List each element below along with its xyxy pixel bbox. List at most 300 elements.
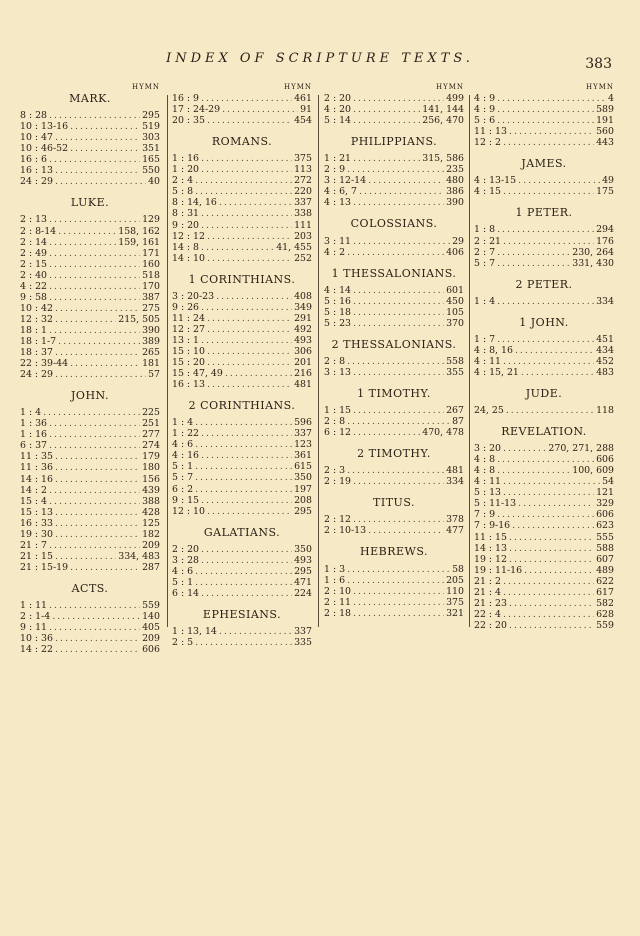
scripture-reference: 5 : 6 — [474, 115, 496, 127]
scripture-reference: 8 : 31 — [172, 208, 200, 220]
hymn-number: 338 — [294, 208, 312, 220]
scripture-reference: 1 : 4 — [20, 407, 42, 419]
leader-dots — [368, 175, 444, 186]
leader-dots — [55, 176, 146, 187]
leader-dots — [497, 465, 570, 476]
index-entry — [20, 121, 160, 132]
scripture-reference: 2 : 13 — [20, 214, 48, 226]
leader-dots — [201, 220, 292, 231]
scripture-reference: 24 : 29 — [20, 176, 53, 188]
scripture-reference: 5 : 1 — [172, 576, 194, 588]
scripture-reference: 11 : 13 — [474, 126, 507, 138]
leader-dots — [207, 231, 292, 242]
scripture-reference: 4 : 6, 7 — [324, 186, 357, 198]
scripture-reference: 1 : 20 — [172, 164, 200, 176]
index-entry — [474, 104, 614, 115]
hymn-number: 179 — [142, 451, 160, 463]
hymn-number: 337 — [294, 428, 312, 440]
book-heading: 2 TIMOTHY. — [357, 447, 431, 461]
scripture-reference: 16 : 6 — [20, 154, 48, 166]
index-entry — [324, 153, 464, 164]
index-entry — [172, 93, 312, 104]
index-entry — [474, 115, 614, 126]
hymn-number: 29 — [452, 235, 464, 247]
hymn-number: 428 — [142, 506, 160, 518]
leader-dots — [55, 369, 146, 380]
book-heading: ROMANS. — [211, 135, 273, 149]
index-entry — [474, 258, 614, 269]
scripture-reference: 15 : 47, 49 — [172, 368, 223, 380]
scripture-reference: 2 : 11 — [324, 596, 352, 608]
scripture-reference: 2 : 8 — [324, 355, 346, 367]
leader-dots — [497, 296, 594, 307]
hymn-number: 303 — [142, 132, 160, 144]
index-entry — [20, 336, 160, 347]
leader-dots — [219, 197, 292, 208]
index-entry — [172, 495, 312, 506]
hymn-number: 623 — [596, 520, 614, 532]
leader-dots — [195, 417, 292, 428]
index-entry — [474, 454, 614, 465]
leader-dots — [497, 509, 594, 520]
index-entry — [20, 451, 160, 462]
index-entry — [20, 622, 160, 633]
index-entry — [20, 110, 160, 121]
book-heading: REVELATION. — [501, 425, 587, 439]
index-entry — [20, 154, 160, 165]
index-entry — [474, 356, 614, 367]
index-entry — [474, 175, 614, 186]
scripture-reference: 3 : 13 — [324, 366, 352, 378]
hymn-number: 175 — [596, 186, 614, 198]
index-entry — [474, 598, 614, 609]
index-entry — [172, 368, 312, 379]
leader-dots — [353, 307, 444, 318]
hymn-number: 406 — [446, 246, 464, 258]
hymn-number: 287 — [142, 561, 160, 573]
scripture-reference: 11 : 36 — [20, 462, 53, 474]
leader-dots — [58, 336, 140, 347]
leader-dots — [347, 575, 444, 586]
leader-dots — [49, 418, 140, 429]
leader-dots — [55, 551, 116, 562]
hymn-number: 208 — [294, 494, 312, 506]
hymn-number: 125 — [142, 517, 160, 529]
scripture-reference: 8 : 14, 16 — [172, 197, 217, 209]
scripture-reference: 2 : 21 — [474, 235, 502, 247]
hymn-number: 493 — [294, 334, 312, 346]
index-entry — [20, 518, 160, 529]
book-heading: EPHESIANS. — [202, 607, 282, 621]
leader-dots — [207, 115, 292, 126]
leader-dots — [497, 258, 570, 269]
index-entry — [20, 644, 160, 655]
leader-dots — [55, 633, 140, 644]
index-entry — [20, 214, 160, 225]
leader-dots — [518, 175, 600, 186]
hymn-number: 350 — [294, 543, 312, 555]
hymn-number: 224 — [294, 587, 312, 599]
scripture-reference: 1 : 13, 14 — [172, 625, 217, 637]
leader-dots — [201, 93, 292, 104]
hymn-number: 275 — [142, 302, 160, 314]
leader-dots — [201, 242, 274, 253]
scripture-reference: 4 : 9 — [474, 93, 496, 105]
scripture-reference: 16 : 33 — [20, 517, 53, 529]
leader-dots — [207, 357, 292, 368]
scripture-reference: 8 : 28 — [20, 110, 48, 122]
leader-dots — [503, 356, 594, 367]
hymn-number: 386 — [446, 186, 464, 198]
index-entry — [474, 476, 614, 487]
index-entry — [324, 586, 464, 597]
scripture-reference: 21 : 4 — [474, 586, 502, 598]
scripture-reference: 4 : 13-15 — [474, 175, 517, 187]
scripture-reference: 18 : 1-7 — [20, 335, 57, 347]
hymn-number: 606 — [142, 644, 160, 656]
scripture-reference: 2 : 8-14 — [20, 225, 57, 237]
running-title: INDEX OF SCRIPTURE TEXTS. — [166, 51, 474, 66]
leader-dots — [55, 132, 140, 143]
index-entry — [172, 555, 312, 566]
index-entry — [324, 175, 464, 186]
index-entry — [20, 507, 160, 518]
leader-dots — [49, 429, 140, 440]
scripture-reference: 5 : 1 — [172, 461, 194, 473]
scripture-reference: 2 : 1-4 — [20, 611, 51, 623]
index-entry — [474, 405, 614, 416]
leader-dots — [55, 474, 140, 485]
index-entry — [172, 153, 312, 164]
scripture-reference: 16 : 13 — [20, 165, 53, 177]
hymn-column-header: HYMN — [283, 83, 312, 91]
hymn-number: 492 — [294, 323, 312, 335]
leader-dots — [518, 498, 594, 509]
leader-dots — [43, 407, 140, 418]
scripture-reference: 7 : 9-16 — [474, 520, 511, 532]
hymn-number: 291 — [294, 312, 312, 324]
leader-dots — [195, 484, 292, 495]
scripture-reference: 2 : 4 — [172, 175, 194, 187]
leader-dots — [55, 303, 140, 314]
leader-dots — [49, 440, 140, 451]
index-column-2 — [172, 82, 312, 648]
index-entry — [172, 379, 312, 390]
book-heading: GALATIANS. — [203, 525, 281, 539]
hymn-number: 111 — [294, 219, 312, 231]
leader-dots — [55, 644, 140, 655]
index-entry — [20, 407, 160, 418]
hymn-number: 267 — [446, 405, 464, 417]
scripture-reference: 2 : 49 — [20, 247, 48, 259]
index-entry — [474, 247, 614, 258]
index-entry — [172, 588, 312, 599]
leader-dots — [70, 358, 140, 369]
leader-dots — [70, 562, 140, 573]
hymn-number: 489 — [596, 564, 614, 576]
scripture-reference: 2 : 5 — [172, 637, 194, 649]
index-entry — [474, 520, 614, 531]
hymn-number: 176 — [596, 235, 614, 247]
scripture-reference: 11 : 24 — [172, 312, 205, 324]
hymn-number: 182 — [142, 528, 160, 540]
scripture-reference: 1 : 16 — [172, 153, 200, 165]
leader-dots — [201, 335, 292, 346]
leader-dots — [503, 487, 594, 498]
hymn-number: 378 — [446, 514, 464, 526]
hymn-number: 129 — [142, 214, 160, 226]
leader-dots — [201, 544, 292, 555]
index-entry — [172, 164, 312, 175]
hymn-number: 91 — [300, 104, 312, 116]
hymn-number: 375 — [294, 153, 312, 165]
leader-dots — [55, 314, 116, 325]
index-entry — [20, 474, 160, 485]
hymn-number: 483 — [596, 366, 614, 378]
index-entry — [20, 633, 160, 644]
index-entry — [172, 253, 312, 264]
book-heading: 2 PETER. — [515, 277, 573, 291]
index-entry — [324, 367, 464, 378]
index-entry — [324, 608, 464, 619]
leader-dots — [347, 465, 444, 476]
hymn-number: 170 — [142, 280, 160, 292]
leader-dots — [49, 214, 140, 225]
hymn-number: 165 — [142, 154, 160, 166]
leader-dots — [195, 461, 292, 472]
hymn-number: 559 — [596, 619, 614, 631]
index-entry — [324, 307, 464, 318]
index-entry — [324, 93, 464, 104]
index-entry — [474, 334, 614, 345]
leader-dots — [207, 379, 292, 390]
index-entry — [20, 600, 160, 611]
index-entry — [324, 164, 464, 175]
leader-dots — [503, 587, 594, 598]
scripture-reference: 2 : 10-13 — [324, 525, 367, 537]
scripture-reference: 1 : 16 — [20, 429, 48, 441]
index-entry — [474, 137, 614, 148]
book-heading: JUDE. — [525, 386, 563, 400]
column-rule — [469, 95, 470, 627]
scripture-reference: 1 : 36 — [20, 418, 48, 430]
hymn-number: 334 — [446, 476, 464, 488]
scripture-reference: 3 : 20-23 — [172, 290, 215, 302]
index-entry — [20, 440, 160, 451]
hymn-number: 110 — [446, 585, 464, 597]
index-entry — [20, 143, 160, 154]
scripture-reference: 4 : 11 — [474, 355, 502, 367]
index-entry — [324, 115, 464, 126]
leader-dots — [353, 197, 444, 208]
hymn-number: 40 — [148, 176, 160, 188]
leader-dots — [353, 476, 444, 487]
book-heading: 1 PETER. — [515, 206, 573, 220]
scripture-reference: 5 : 7 — [172, 472, 194, 484]
index-entry — [324, 318, 464, 329]
index-entry — [20, 325, 160, 336]
index-entry — [172, 472, 312, 483]
index-entry — [172, 417, 312, 428]
scripture-reference: 15 : 13 — [20, 506, 53, 518]
leader-dots — [503, 186, 594, 197]
hymn-number: 559 — [142, 599, 160, 611]
hymn-number: 387 — [142, 291, 160, 303]
scripture-reference: 1 : 8 — [474, 224, 496, 236]
index-entry — [172, 186, 312, 197]
leader-dots — [503, 236, 594, 247]
leader-dots — [353, 104, 420, 115]
leader-dots — [49, 110, 140, 121]
hymn-number: 252 — [294, 252, 312, 264]
index-column-4 — [474, 82, 614, 631]
scripture-reference: 2 : 10 — [324, 585, 352, 597]
hymn-number: 615 — [294, 461, 312, 473]
hymn-number: 58 — [452, 563, 464, 575]
hymn-number: 519 — [142, 121, 160, 133]
hymn-number: 480 — [446, 175, 464, 187]
index-entry — [172, 357, 312, 368]
column-rule — [167, 95, 168, 627]
hymn-number: 601 — [446, 284, 464, 296]
leader-dots — [509, 532, 594, 543]
hymn-number: 321 — [446, 607, 464, 619]
scripture-reference: 20 : 35 — [172, 115, 205, 127]
hymn-number: 481 — [294, 379, 312, 391]
index-entry — [172, 566, 312, 577]
scripture-reference: 21 : 2 — [474, 575, 502, 587]
scripture-reference: 2 : 18 — [324, 607, 352, 619]
hymn-number: 588 — [596, 542, 614, 554]
book-heading: MARK. — [69, 92, 111, 106]
leader-dots — [515, 345, 594, 356]
book-heading: COLOSSIANS. — [350, 217, 438, 231]
index-entry — [20, 611, 160, 622]
scripture-reference: 4 : 8 — [474, 465, 496, 477]
hymn-number: 123 — [294, 439, 312, 451]
leader-dots — [49, 600, 140, 611]
index-entry — [172, 115, 312, 126]
scripture-reference: 14 : 13 — [474, 542, 507, 554]
scripture-reference: 2 : 9 — [324, 164, 346, 176]
scripture-reference: 5 : 18 — [324, 306, 352, 318]
leader-dots — [497, 224, 594, 235]
index-entry — [324, 597, 464, 608]
hymn-number: 450 — [446, 295, 464, 307]
hymn-number: 560 — [596, 126, 614, 138]
leader-dots — [49, 259, 140, 270]
hymn-number: 41, 455 — [276, 241, 312, 253]
index-entry — [172, 197, 312, 208]
scripture-reference: 22 : 20 — [474, 619, 507, 631]
book-heading: 1 CORINTHIANS. — [188, 272, 296, 286]
hymn-number: 350 — [294, 472, 312, 484]
index-entry — [324, 104, 464, 115]
leader-dots — [195, 472, 292, 483]
hymn-number: 274 — [142, 440, 160, 452]
leader-dots — [55, 165, 140, 176]
hymn-number: 351 — [142, 143, 160, 155]
leader-dots — [353, 285, 444, 296]
leader-dots — [49, 540, 140, 551]
leader-dots — [353, 367, 444, 378]
book-heading: JAMES. — [521, 157, 567, 171]
scripture-reference: 10 : 36 — [20, 633, 53, 645]
leader-dots — [506, 405, 594, 416]
leader-dots — [497, 104, 594, 115]
index-entry — [324, 186, 464, 197]
hymn-number: 337 — [294, 625, 312, 637]
scripture-reference: 7 : 9 — [474, 509, 496, 521]
scripture-reference: 4 : 15, 21 — [474, 366, 519, 378]
index-entry — [20, 281, 160, 292]
hymn-number: 375 — [446, 596, 464, 608]
hymn-number: 54 — [602, 476, 614, 488]
scripture-reference: 5 : 13 — [474, 487, 502, 499]
hymn-number: 118 — [596, 405, 614, 417]
index-entry — [20, 292, 160, 303]
hymn-number: 408 — [294, 290, 312, 302]
scripture-reference: 19 : 30 — [20, 528, 53, 540]
leader-dots — [49, 248, 140, 259]
leader-dots — [201, 164, 292, 175]
hymn-number: 191 — [596, 115, 614, 127]
index-entry — [172, 175, 312, 186]
leader-dots — [201, 450, 292, 461]
scripture-reference: 2 : 40 — [20, 269, 48, 281]
index-entry — [20, 176, 160, 187]
leader-dots — [497, 247, 570, 258]
index-entry — [474, 498, 614, 509]
scripture-reference: 3 : 12-14 — [324, 175, 367, 187]
scripture-reference: 1 : 21 — [324, 153, 352, 165]
index-entry — [20, 347, 160, 358]
leader-dots — [509, 554, 594, 565]
scripture-reference: 2 : 12 — [324, 514, 352, 526]
hymn-number: 334, 483 — [118, 550, 160, 562]
index-entry — [172, 544, 312, 555]
leader-dots — [524, 565, 594, 576]
index-entry — [324, 525, 464, 536]
index-entry — [172, 346, 312, 357]
scripture-reference: 24, 25 — [474, 405, 504, 417]
scripture-reference: 5 : 11-13 — [474, 498, 517, 510]
leader-dots — [201, 302, 292, 313]
index-entry — [324, 416, 464, 427]
leader-dots — [353, 597, 444, 608]
hymn-number: 390 — [142, 324, 160, 336]
leader-dots — [201, 588, 292, 599]
hymn-number: 451 — [596, 333, 614, 345]
hymn-number: 230, 264 — [572, 246, 614, 258]
index-entry — [20, 226, 160, 237]
scripture-reference: 1 : 7 — [474, 333, 496, 345]
leader-dots — [195, 175, 292, 186]
leader-dots — [509, 543, 594, 554]
scripture-reference: 4 : 6 — [172, 565, 194, 577]
index-entry — [172, 637, 312, 648]
scripture-reference: 6 : 2 — [172, 483, 194, 495]
index-entry — [20, 418, 160, 429]
index-entry — [474, 576, 614, 587]
scripture-reference: 12 : 27 — [172, 323, 205, 335]
index-entry — [20, 259, 160, 270]
hymn-number: 181 — [142, 358, 160, 370]
column-rule — [318, 95, 319, 627]
scripture-reference: 1 : 4 — [172, 417, 194, 429]
scripture-reference: 2 : 15 — [20, 258, 48, 270]
hymn-number: 499 — [446, 93, 464, 105]
